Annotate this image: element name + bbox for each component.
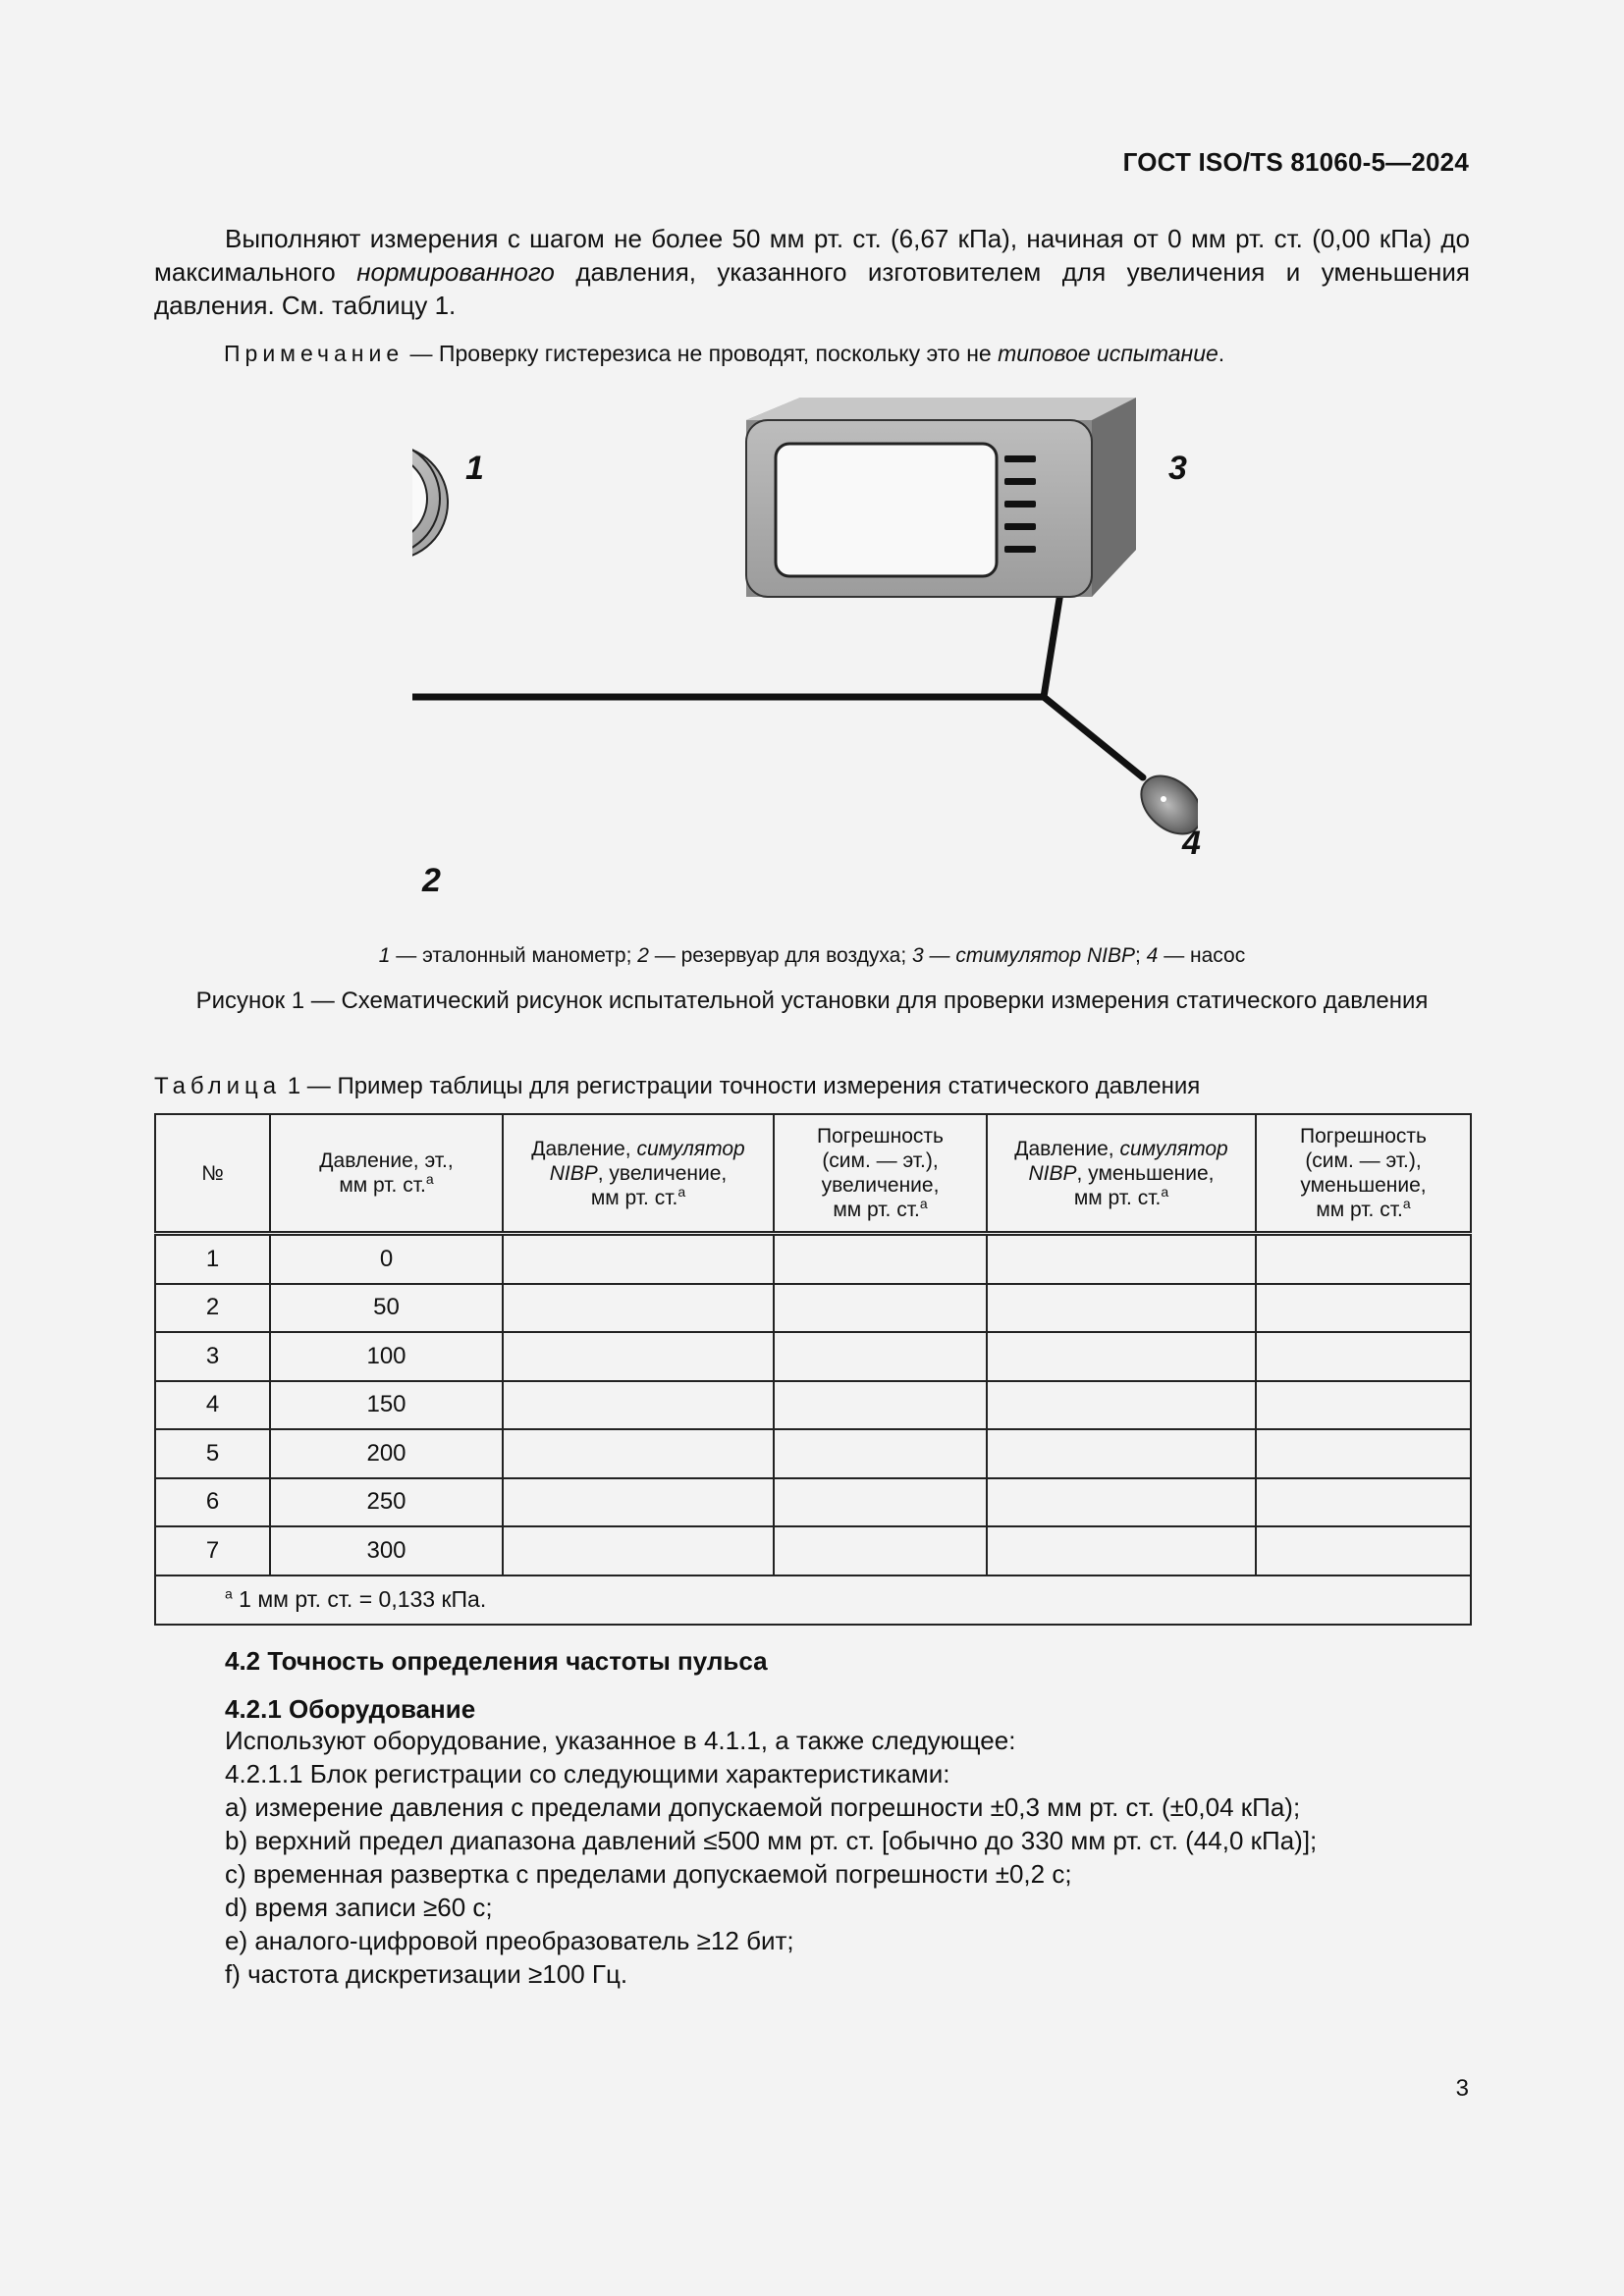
list-item: f) частота дискретизации ≥100 Гц. <box>225 1959 628 1989</box>
figure-caption: Рисунок 1 — Схематический рисунок испытательной установки для проверки измерения статического давления <box>195 988 1429 1014</box>
empty-cell <box>987 1284 1256 1333</box>
section-heading-4-2: 4.2 Точность определения частоты пульса <box>225 1646 768 1676</box>
figure-label-1: 1 <box>465 450 484 487</box>
reference-pressure-cell: 0 <box>270 1234 503 1284</box>
header-reference-pressure: Давление, эт., мм рт. ст.$^a$ <box>270 1114 503 1234</box>
document-code: ГОСТ ISO/TS 81060-5—2024 <box>1122 147 1469 177</box>
empty-cell <box>1256 1526 1471 1575</box>
empty-cell <box>774 1429 987 1478</box>
list-item: a) измерение давления с пределами допускаемой погрешности ±0,3 мм рт. ст. (±0,04 кПа); <box>225 1792 1301 1822</box>
empty-cell <box>774 1284 987 1333</box>
reference-pressure-cell: 250 <box>270 1478 503 1527</box>
empty-cell <box>1256 1284 1471 1333</box>
empty-cell <box>987 1478 1256 1527</box>
static-pressure-table <box>154 1113 1472 1626</box>
header-error-increase: Погрешность (сим. — эт.), увеличение, мм рт. ст.$^a$ <box>774 1114 987 1234</box>
test-setup-figure <box>412 393 1201 923</box>
note-label: Примечание <box>224 341 405 366</box>
table-row <box>155 1429 1471 1478</box>
table-footnote: $^a$ 1 мм рт. ст. = 0,133 кПа. <box>155 1575 1471 1625</box>
empty-cell <box>503 1381 774 1430</box>
list-item: c) временная развертка с пределами допускаемой погрешности ±0,2 с; <box>225 1859 1072 1889</box>
nibp-simulator <box>746 398 1136 597</box>
reference-pressure-cell: 150 <box>270 1381 503 1430</box>
empty-cell <box>1256 1381 1471 1430</box>
equipment-list <box>225 1724 1472 1991</box>
setup-diagram <box>412 393 1198 923</box>
empty-cell <box>503 1478 774 1527</box>
table-header-row <box>155 1114 1471 1234</box>
empty-cell <box>503 1284 774 1333</box>
list-item: 4.2.1.1 Блок регистрации со следующими характеристиками: <box>225 1759 950 1789</box>
row-number: 4 <box>155 1381 270 1430</box>
list-item: e) аналого-цифровой преобразователь ≥12 бит; <box>225 1926 794 1955</box>
empty-cell <box>987 1381 1256 1430</box>
table-row <box>155 1284 1471 1333</box>
figure-legend: 1 — эталонный манометр; 2 — резервуар для воздуха; 3 — стимулятор NIBP; 4 — насос <box>378 944 1246 967</box>
reference-pressure-cell: 200 <box>270 1429 503 1478</box>
empty-cell <box>774 1478 987 1527</box>
table-title: Таблица 1 — Пример таблицы для регистрации точности измерения статического давления <box>154 1073 1201 1099</box>
empty-cell <box>1256 1332 1471 1381</box>
empty-cell <box>987 1234 1256 1284</box>
section-heading-4-2-1: 4.2.1 Оборудование <box>225 1694 476 1724</box>
empty-cell <box>774 1234 987 1284</box>
reference-pressure-cell: 100 <box>270 1332 503 1381</box>
empty-cell <box>774 1332 987 1381</box>
empty-cell <box>987 1332 1256 1381</box>
empty-cell <box>503 1526 774 1575</box>
header-number: № <box>155 1114 270 1234</box>
figure-label-3: 3 <box>1168 450 1187 487</box>
page-number: 3 <box>1455 2075 1469 2102</box>
header-simulator-decrease: Давление, симулятор NIBP, уменьшение, мм рт. ст.$^a$ <box>987 1114 1256 1234</box>
list-item: d) время записи ≥60 с; <box>225 1893 493 1922</box>
row-number: 3 <box>155 1332 270 1381</box>
table-row <box>155 1332 1471 1381</box>
header-error-decrease: Погрешность (сим. — эт.), уменьшение, мм рт. ст.$^a$ <box>1256 1114 1471 1234</box>
header-simulator-increase: Давление, симулятор NIBP, увеличение, мм рт. ст.$^a$ <box>503 1114 774 1234</box>
table-row <box>155 1234 1471 1284</box>
table-row <box>155 1526 1471 1575</box>
empty-cell <box>774 1381 987 1430</box>
empty-cell <box>503 1429 774 1478</box>
empty-cell <box>987 1526 1256 1575</box>
note: Примечание — Проверку гистерезиса не проводят, поскольку это не типовое испытание. <box>224 341 1225 366</box>
row-number: 2 <box>155 1284 270 1333</box>
empty-cell <box>503 1332 774 1381</box>
empty-cell <box>774 1526 987 1575</box>
row-number: 5 <box>155 1429 270 1478</box>
empty-cell <box>1256 1429 1471 1478</box>
empty-cell <box>987 1429 1256 1478</box>
intro-paragraph: Выполняют измерения с шагом не более 50 мм рт. ст. (6,67 кПа), начиная от 0 мм рт. ст. (0,00 кПа) до максимального нормированного давления, указанного изготовителем для увеличения и уменьшения давления. См. таблицу 1. <box>154 224 1470 320</box>
empty-cell <box>503 1234 774 1284</box>
table-row <box>155 1381 1471 1430</box>
reference-pressure-cell: 50 <box>270 1284 503 1333</box>
reference-pressure-cell: 300 <box>270 1526 503 1575</box>
table-row <box>155 1478 1471 1527</box>
reference-manometer <box>412 442 448 560</box>
empty-cell <box>1256 1234 1471 1284</box>
row-number: 6 <box>155 1478 270 1527</box>
figure-label-2: 2 <box>422 862 441 899</box>
table-footnote-row <box>155 1575 1471 1625</box>
list-item: Используют оборудование, указанное в 4.1.1, а также следующее: <box>225 1726 1016 1755</box>
row-number: 1 <box>155 1234 270 1284</box>
row-number: 7 <box>155 1526 270 1575</box>
empty-cell <box>1256 1478 1471 1527</box>
figure-label-4: 4 <box>1182 825 1201 862</box>
list-item: b) верхний предел диапазона давлений ≤500 мм рт. ст. [обычно до 330 мм рт. ст. (44,0 кПа)]; <box>225 1826 1318 1855</box>
